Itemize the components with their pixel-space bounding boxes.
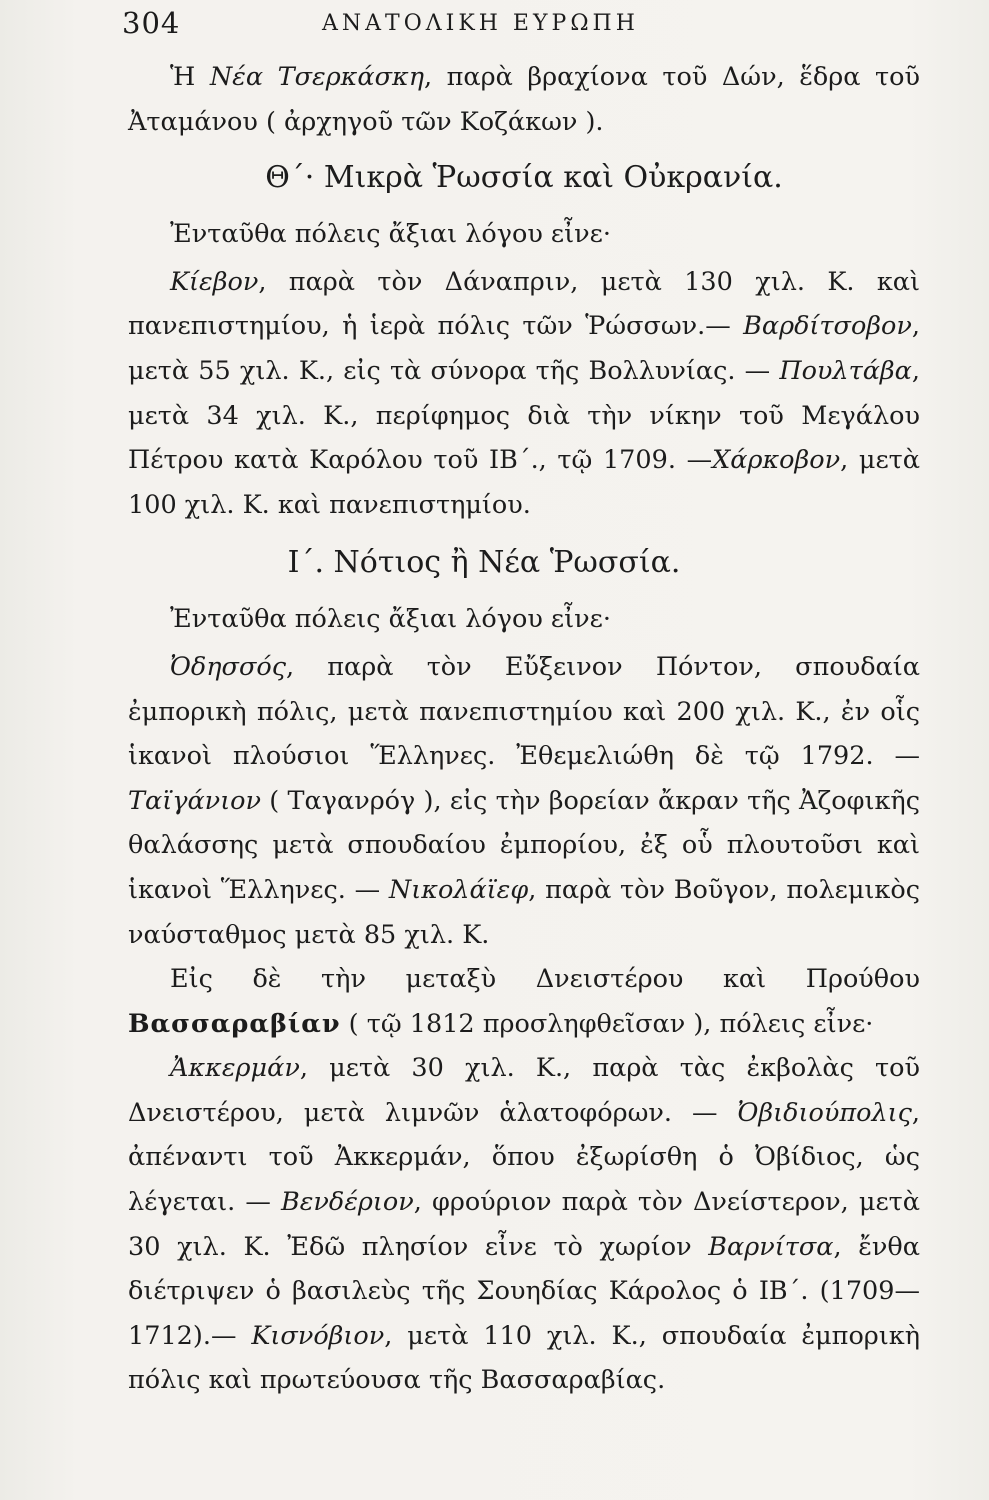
place-name: Κίεβον (170, 266, 259, 297)
text-run: , φρούριον παρὰ τὸν Δνείστερον, μετὰ 30 χιλ. Κ. Ἐδῶ πλησίον εἶνε τὸ χωρίον (128, 1187, 921, 1262)
paragraph-new-russia-cities (128, 645, 920, 957)
text-run: , μετὰ 110 χιλ. Κ., σπουδαία ἐμπορικὴ πόλις καὶ πρωτεύουσα τῆς Βασσαραβίας. (128, 1320, 921, 1396)
text-run: , παρὰ τὸν Εὔξεινον Πόντον, σπουδαία ἐμπορικὴ πόλις, μετὰ πανεπιστημίου καὶ 200 χιλ. Κ., ἐν οἷς ἱκανοὶ πλούσιοι Ἕλληνες. Ἐθεμελιώθη δὲ τῷ 1792. — (128, 651, 920, 772)
place-name: Βαρνίτσα (708, 1231, 834, 1262)
paragraph-bessarabia-cities (128, 1046, 920, 1403)
paragraph-little-russia-cities (128, 260, 920, 528)
text-run: , μετὰ 30 χιλ. Κ., παρὰ τὰς ἐκβολὰς τοῦ Δνειστέρου, μετὰ λιμνῶν ἁλατοφόρων. — (128, 1053, 920, 1128)
place-name: Ὀβιδιούπολις (737, 1097, 912, 1128)
place-name: Χάρκοβον (712, 445, 841, 476)
place-name: Ἀκκερμάν (170, 1053, 300, 1084)
section-intro: Ἐνταῦθα πόλεις ἄξιαι λόγου εἶνε· (170, 219, 611, 250)
place-name: Ταϊγάνιον (128, 785, 262, 816)
region-name: Βασσαραβίαν (128, 1008, 341, 1039)
body-text (128, 55, 920, 1403)
text-run: , ἔνθα διέτριψεν ὁ βασιλεὺς τῆς Σουηδίας Κάρολος ὁ ΙΒ΄. (1709—1712).— (128, 1231, 920, 1351)
text-run: , ἀπέναντι τοῦ Ἀκκερμάν, ὅπου ἐξωρίσθη ὁ Ὀβίδιος, ὡς λέγεται. — (128, 1097, 920, 1218)
place-name: Βενδέριον (280, 1187, 414, 1218)
section-heading-new-russia: Ι΄. Νότιος ἢ Νέα Ῥωσσία. (287, 545, 681, 581)
page-number: 304 (122, 6, 181, 40)
paragraph-nea-tserkaski (128, 55, 920, 144)
text-run: ( Ταγανρόγ ), εἰς τὴν βορείαν ἄκραν τῆς Ἀζοφικῆς θαλάσσης μετὰ σπουδαίου ἐμπορίου, ἐξ οὗ πλουτοῦσι καὶ ἱκανοὶ Ἕλληνες. — (128, 785, 920, 905)
text-run: , μετὰ 55 χιλ. Κ., εἰς τὰ σύνορα τῆς Βολλυνίας. — (128, 311, 920, 386)
place-name: Κισνόβιον (251, 1320, 385, 1351)
running-title: ΑΝΑΤΟΛΙΚΗ ΕΥΡΩΠΗ (322, 11, 639, 36)
text-run: , παρὰ τὸν Δάναπριν, μετὰ 130 χιλ. Κ. καὶ πανεπιστημίου, ἡ ἱερὰ πόλις τῶν Ῥώσσων.— (128, 266, 920, 342)
text-run: , μετὰ 100 χιλ. Κ. καὶ πανεπιστημίου. (128, 445, 920, 520)
text-run: ( τῷ 1812 προσληφθεῖσαν ), πόλεις εἶνε· (340, 1008, 874, 1039)
text-run: , παρὰ τὸν Βοῦγον, πολεμικὸς ναύσταθμος μετὰ 85 χιλ. Κ. (128, 874, 920, 950)
text-run: Ἡ (170, 62, 210, 92)
text-run: , μετὰ 34 χιλ. Κ., περίφημος διὰ τὴν νίκην τοῦ Μεγάλου Πέτρου κατὰ Καρόλου τοῦ ΙΒ΄., τῷ 1709. — (128, 355, 920, 476)
place-name: Ὀδησσός (170, 651, 286, 682)
place-name: Νικολάϊεφ (388, 874, 529, 905)
section-intro: Ἐνταῦθα πόλεις ἄξιαι λόγου εἶνε· (170, 604, 611, 635)
paragraph-bessarabia-intro (128, 957, 920, 1046)
place-name: Νέα Τσερκάσκη (209, 62, 425, 92)
running-head (122, 6, 827, 42)
section-heading-little-russia: Θ΄· Μικρὰ Ῥωσσία καὶ Οὐκρανία. (265, 160, 783, 196)
text-run: , παρὰ βραχίονα τοῦ Δών, ἕδρα τοῦ Ἀταμάνου ( ἀρχηγοῦ τῶν Κοζάκων ). (128, 62, 920, 137)
text-run: Εἰς δὲ τὴν μεταξὺ Δνειστέρου καὶ Προύθου (170, 964, 920, 995)
place-name: Βαρδίτσοβον (743, 311, 912, 342)
place-name: Πουλτάβα (779, 355, 912, 386)
